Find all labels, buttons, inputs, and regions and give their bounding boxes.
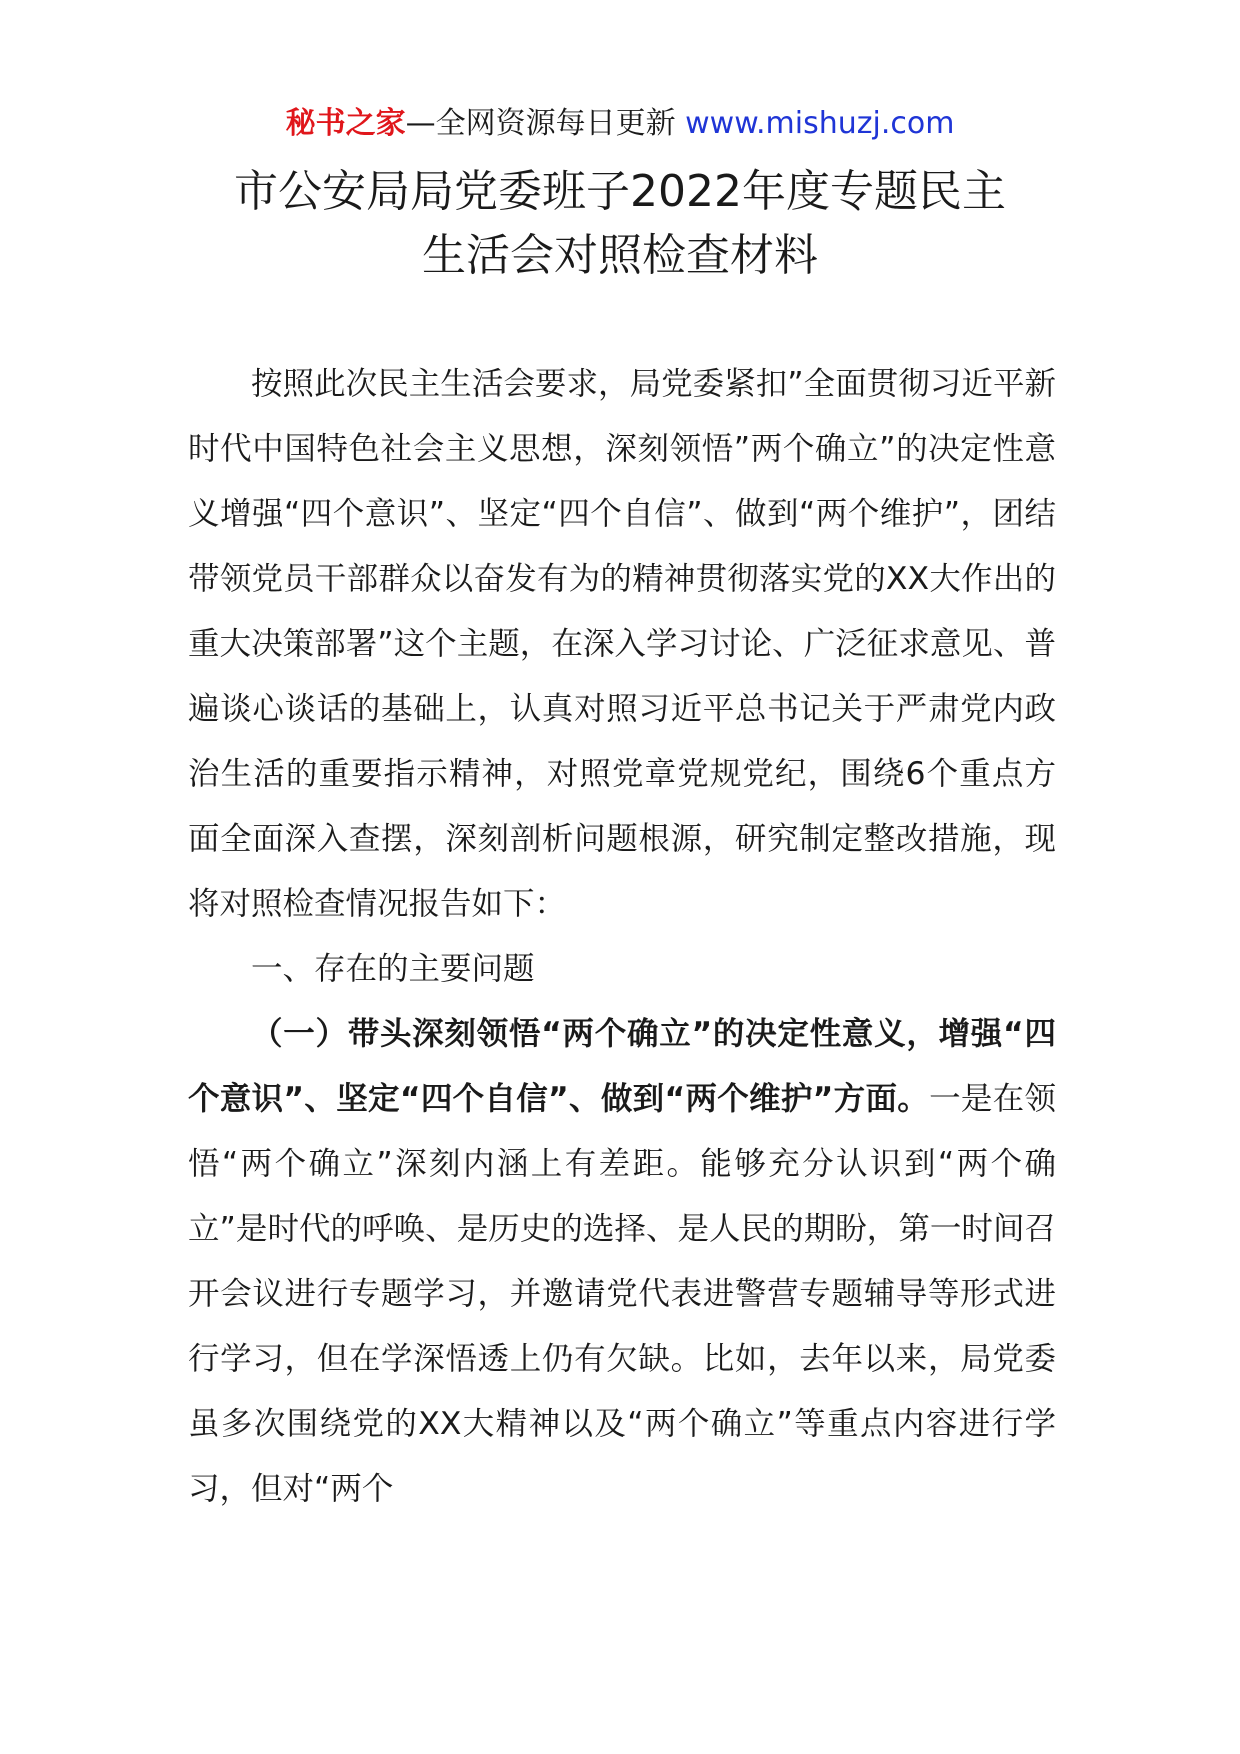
subsection-paragraph-1 [188, 1002, 1056, 1522]
title-line-1: 市公安局局党委班子2022年度专题民主 [234, 166, 1006, 217]
section-heading-1: 一、存在的主要问题 [251, 951, 535, 987]
title-line-2: 生活会对照检查材料 [422, 230, 818, 281]
subsection-text-1: 一是在领悟“两个确立”深刻内涵上有差距。能够充分认识到“两个确立”是时代的呼唤、是历史的选择、是人民的期盼，第一时间召开会议进行专题学习，并邀请党代表进警营专题辅导等形式进行学习，但在学深悟透上仍有欠缺。比如，去年以来，局党委虽多次围绕党的XX大精神以及“两个确立”等重点内容进行学习，但对“两个 [188, 1081, 1056, 1507]
site-url-link[interactable]: www.mishuzj.com [685, 106, 955, 141]
document-body [188, 352, 1056, 1522]
watermark-header [0, 102, 1240, 146]
header-tagline: —全网资源每日更新 [405, 106, 676, 141]
document-title [0, 160, 1240, 288]
brand-name: 秘书之家 [285, 106, 406, 141]
subsection-heading-1: （一）带头深刻领悟“两个确立”的决定性意义，增强“四个意识”、坚定“四个自信”、做到“两个维护”方面。 [188, 1016, 1056, 1117]
intro-paragraph: 按照此次民主生活会要求，局党委紧扣”全面贯彻习近平新时代中国特色社会主义思想，深刻领悟”两个确立”的决定性意义增强“四个意识”、坚定“四个自信”、做到“两个维护”，团结带领党员干部群众以奋发有为的精神贯彻落实党的XX大作出的重大决策部署”这个主题，在深入学习讨论、广泛征求意见、普遍谈心谈话的基础上，认真对照习近平总书记关于严肃党内政治生活的重要指示精神，对照党章党规党纪，围绕6个重点方面全面深入查摆，深刻剖析问题根源，研究制定整改措施，现将对照检查情况报告如下： [188, 366, 1056, 922]
